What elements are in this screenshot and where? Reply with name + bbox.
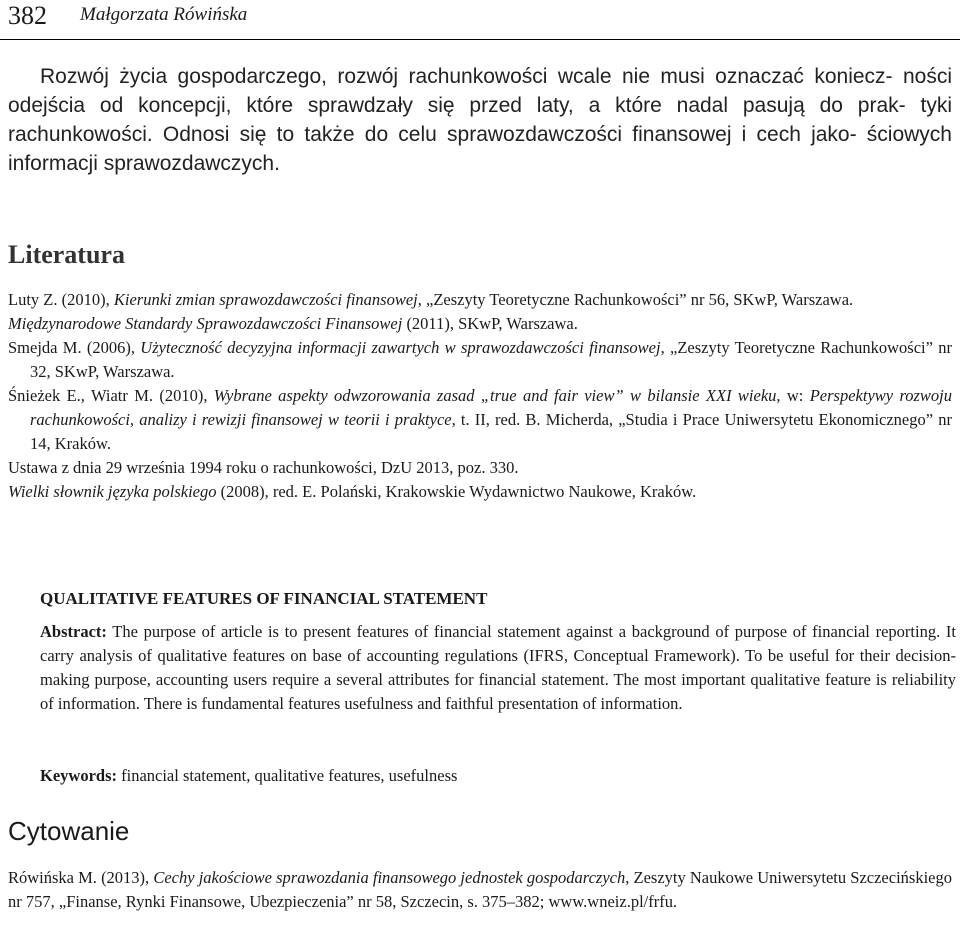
ref-text: (2011), SKwP, Warszawa. bbox=[402, 314, 578, 333]
running-author: Małgorzata Rówińska bbox=[80, 4, 248, 25]
reference-item bbox=[8, 384, 952, 456]
reference-item bbox=[8, 312, 952, 336]
intro-line: ściowych informacji sprawozdawczych. bbox=[8, 123, 952, 175]
citation-title: Cechy jakościowe sprawozdania finansowego jednostek gospodarczych bbox=[153, 868, 626, 887]
abstract-label: Abstract: bbox=[40, 622, 107, 641]
intro-line: Rozwój życia gospodarczego, rozwój rachunkowości wcale nie musi oznaczać koniecz- bbox=[40, 65, 893, 88]
intro-line: tyki rachunkowości. Odnosi się to także do celu sprawozdawczości finansowej i cech jako- bbox=[8, 94, 952, 146]
ref-title: Międzynarodowe Standardy Sprawozdawczości Finansowej bbox=[8, 314, 403, 333]
ref-title: Kierunki zmian sprawozdawczości finansowej bbox=[113, 290, 418, 309]
ref-title: Użyteczność decyzyjna informacji zawartych w sprawozdawczości finansowej bbox=[140, 338, 661, 357]
ref-text: Ustawa z dnia 29 września 1994 roku o rachunkowości, DzU 2013, poz. 330. bbox=[8, 458, 519, 477]
ref-text: , „Zeszyty Teoretyczne Rachunkowości” nr 32, SKwP, Warszawa. bbox=[30, 338, 953, 381]
reference-item bbox=[8, 480, 952, 504]
ref-title: Wybrane aspekty odwzorowania zasad „true and fair view” w bilansie XXI wieku bbox=[213, 386, 777, 405]
intro-line: ności odejścia od koncepcji, które sprawdzały się przed laty, a które nadal pasują do prak- bbox=[8, 65, 952, 117]
ref-title: Wielki słownik języka polskiego bbox=[8, 482, 217, 501]
reference-list bbox=[8, 288, 952, 504]
keywords-paragraph bbox=[40, 764, 956, 788]
reference-item bbox=[8, 456, 952, 480]
page-number: 382 bbox=[8, 1, 47, 30]
abstract-paragraph bbox=[40, 620, 956, 716]
citation-text bbox=[8, 866, 952, 914]
keywords-label: Keywords: bbox=[40, 766, 117, 785]
citation-source: , Zeszyty Naukowe Uniwersytetu Szczecińskiego nr 757, „Finanse, Rynki Finansowe, Ubezpieczenia” nr 58, Szczecin, s. 375–382; www.wneiz.pl/frfu. bbox=[8, 868, 952, 911]
ref-text: Luty Z. (2010), bbox=[8, 290, 114, 309]
keywords-text: financial statement, qualitative features, usefulness bbox=[117, 766, 458, 785]
ref-text: Śnieżek E., Wiatr M. (2010), bbox=[8, 386, 214, 405]
ref-text: , „Zeszyty Teoretyczne Rachunkowości” nr 56, SKwP, Warszawa. bbox=[417, 290, 854, 309]
reference-item bbox=[8, 288, 952, 312]
literature-heading: Literatura bbox=[8, 240, 125, 269]
ref-text: , t. II, red. B. Micherda, „Studia i Prace Uniwersytetu Ekonomicznego” nr 14, Kraków. bbox=[30, 410, 952, 453]
reference-item bbox=[8, 336, 952, 384]
page-header bbox=[0, 0, 960, 40]
citation-author: Rówińska M. (2013), bbox=[8, 868, 154, 887]
intro-paragraph bbox=[8, 62, 952, 178]
ref-text: Smejda M. (2006), bbox=[8, 338, 141, 357]
abstract-text: The purpose of article is to present features of financial statement against a background of purpose of financial reporting. It carry analysis of qualitative features on base of accounting regulations (IFRS, Conceptual Framework). To be useful for their decision-making purpose, accounting users require a several attributes for financial statement. The most important qualitative feature is reliability of information. There is fundamental features usefulness and faithful presentation of information. bbox=[40, 622, 956, 713]
english-title: QUALITATIVE FEATURES OF FINANCIAL STATEMENT bbox=[40, 589, 488, 608]
ref-text: , w: bbox=[776, 386, 810, 405]
citation-heading: Cytowanie bbox=[8, 816, 130, 846]
ref-title: Perspektywy rozwoju rachunkowości, analizy i rewizji finansowej w teorii i praktyce bbox=[30, 386, 953, 429]
ref-text: (2008), red. E. Polański, Krakowskie Wydawnictwo Naukowe, Kraków. bbox=[216, 482, 697, 501]
header-rule bbox=[0, 39, 960, 40]
